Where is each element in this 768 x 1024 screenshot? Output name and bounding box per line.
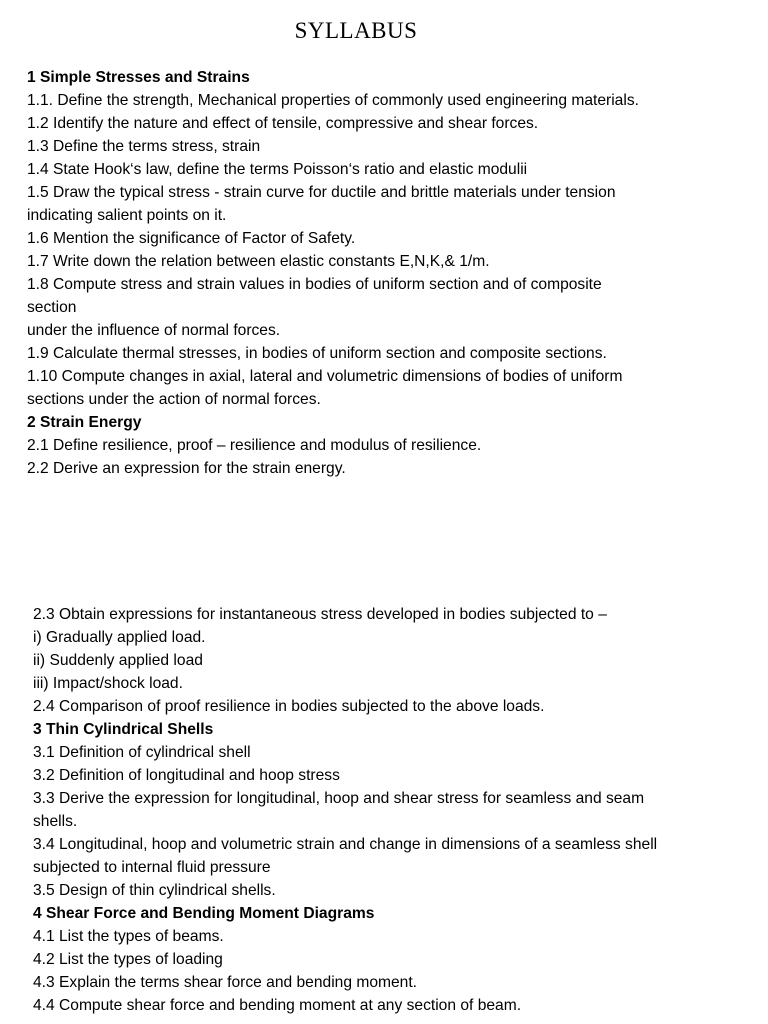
syllabus-item-3-1: 3.1 Definition of cylindrical shell	[33, 744, 251, 761]
syllabus-item-4-1: 4.1 List the types of beams.	[33, 928, 224, 945]
syllabus-section-part-2	[33, 603, 738, 1017]
syllabus-item-1-3: 1.3 Define the terms stress, strain	[27, 138, 261, 155]
section-heading-simple-stresses: 1 Simple Stresses and Strains	[27, 69, 250, 86]
syllabus-item-4-2: 4.2 List the types of loading	[33, 951, 223, 968]
syllabus-item-1-1: 1.1. Define the strength, Mechanical properties of commonly used engineering materials.	[27, 92, 639, 109]
syllabus-item-1-2: 1.2 Identify the nature and effect of tensile, compressive and shear forces.	[27, 115, 539, 132]
syllabus-section-part-1	[27, 66, 727, 480]
section-heading-strain-energy: 2 Strain Energy	[27, 414, 142, 431]
syllabus-item-2-3: 2.3 Obtain expressions for instantaneous stress developed in bodies subjected to –	[33, 606, 607, 623]
syllabus-item-3-3-cont: shells.	[33, 813, 78, 830]
syllabus-item-2-4: 2.4 Comparison of proof resilience in bodies subjected to the above loads.	[33, 698, 545, 715]
syllabus-item-1-7: 1.7 Write down the relation between elastic constants E,N,K,& 1/m.	[27, 253, 490, 270]
page-title: SYLLABUS	[294, 18, 418, 43]
section-heading-thin-cylindrical-shells: 3 Thin Cylindrical Shells	[33, 721, 214, 738]
syllabus-item-1-8-cont: section	[27, 299, 77, 316]
syllabus-item-4-3: 4.3 Explain the terms shear force and bending moment.	[33, 974, 417, 991]
syllabus-item-2-2: 2.2 Derive an expression for the strain energy.	[27, 460, 346, 477]
syllabus-item-1-8-cont-2: under the influence of normal forces.	[27, 322, 281, 339]
syllabus-item-2-3-ii: ii) Suddenly applied load	[33, 652, 203, 669]
section-heading-shear-force-bending-moment: 4 Shear Force and Bending Moment Diagrams	[33, 905, 375, 922]
syllabus-item-4-4: 4.4 Compute shear force and bending moment at any section of beam.	[33, 997, 522, 1014]
syllabus-item-1-4: 1.4 State Hook‘s law, define the terms Poisson‘s ratio and elastic modulii	[27, 161, 528, 178]
syllabus-item-2-3-iii: iii) Impact/shock load.	[33, 675, 183, 692]
syllabus-item-3-3: 3.3 Derive the expression for longitudinal, hoop and shear stress for seamless and seam	[33, 790, 645, 807]
syllabus-item-1-9: 1.9 Calculate thermal stresses, in bodies of uniform section and composite sections.	[27, 345, 607, 362]
syllabus-item-3-2: 3.2 Definition of longitudinal and hoop stress	[33, 767, 340, 784]
syllabus-item-1-5-cont: indicating salient points on it.	[27, 207, 227, 224]
syllabus-item-3-4-cont: subjected to internal fluid pressure	[33, 859, 271, 876]
syllabus-item-3-5: 3.5 Design of thin cylindrical shells.	[33, 882, 276, 899]
syllabus-item-1-6: 1.6 Mention the significance of Factor of Safety.	[27, 230, 356, 247]
syllabus-item-1-10-cont: sections under the action of normal forces.	[27, 391, 321, 408]
syllabus-item-2-1: 2.1 Define resilience, proof – resilience and modulus of resilience.	[27, 437, 482, 454]
syllabus-item-2-3-i: i) Gradually applied load.	[33, 629, 206, 646]
syllabus-item-1-8: 1.8 Compute stress and strain values in bodies of uniform section and of composite	[27, 276, 602, 293]
syllabus-item-3-4: 3.4 Longitudinal, hoop and volumetric strain and change in dimensions of a seamless shell	[33, 836, 658, 853]
syllabus-item-1-10: 1.10 Compute changes in axial, lateral and volumetric dimensions of bodies of uniform	[27, 368, 623, 385]
syllabus-item-1-5: 1.5 Draw the typical stress - strain curve for ductile and brittle materials under tension	[27, 184, 616, 201]
